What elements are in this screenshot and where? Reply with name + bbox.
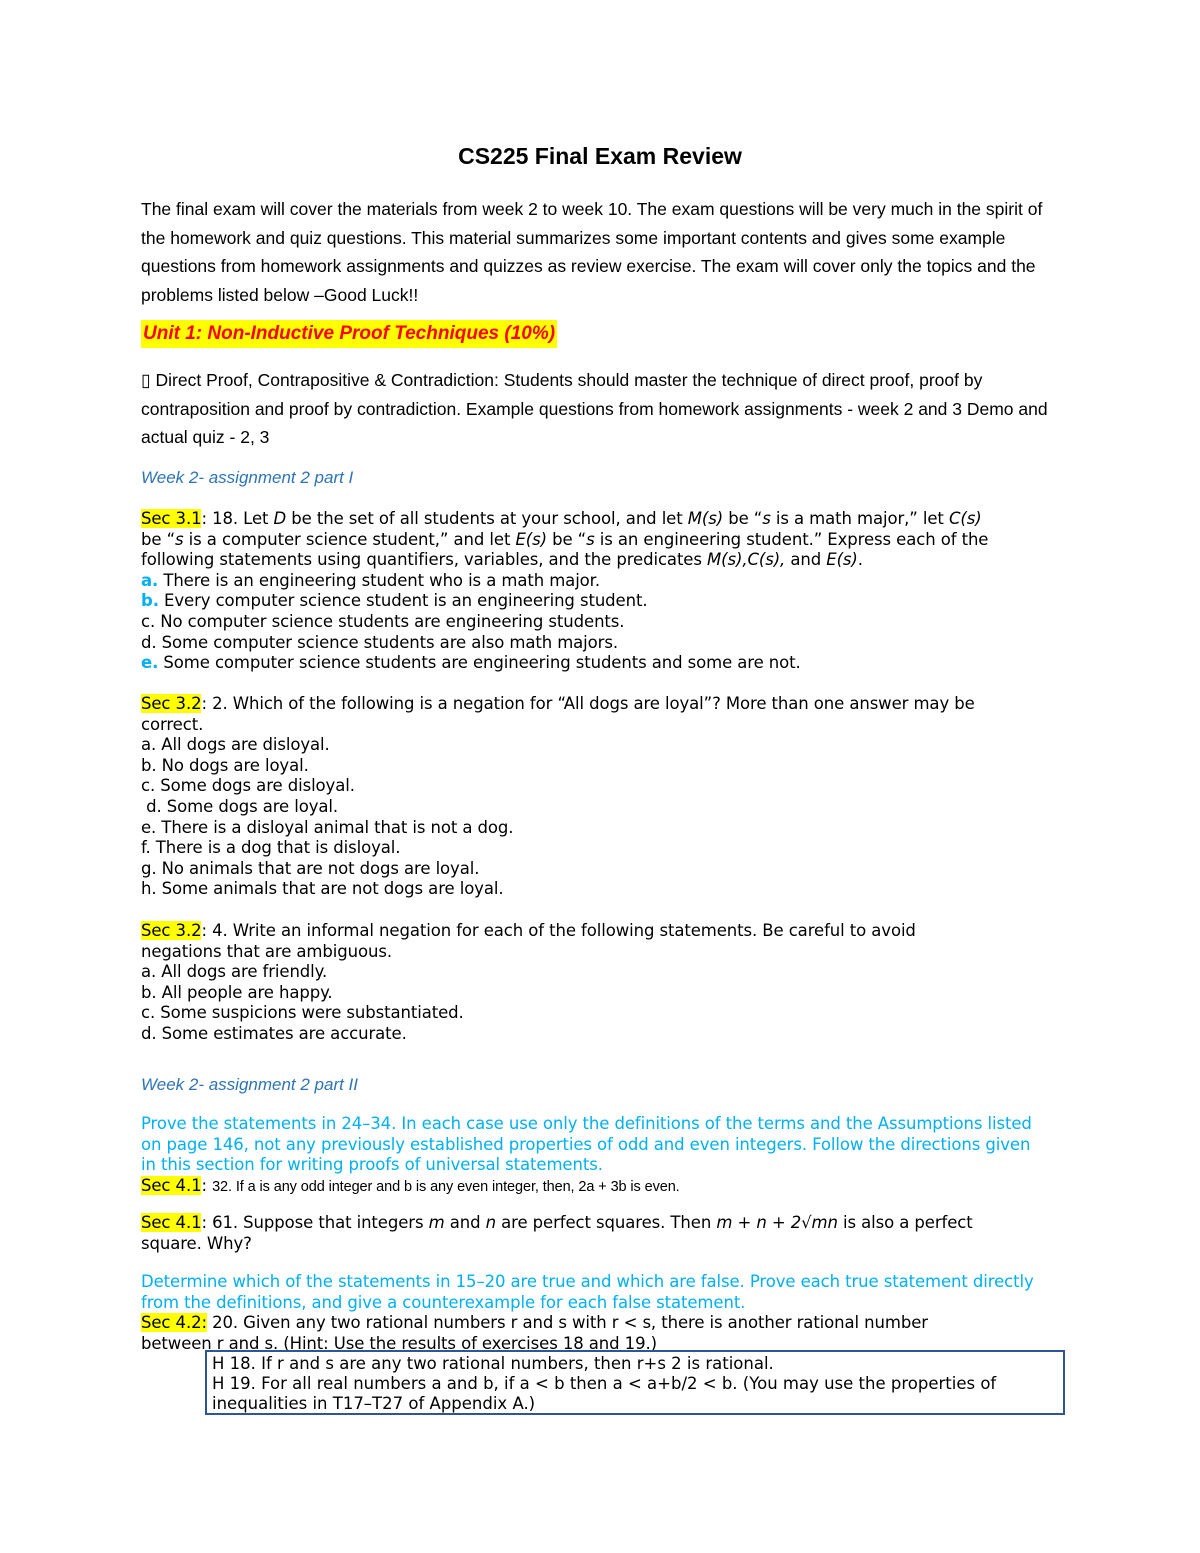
- list-item: b. Every computer science student is an engineering student.: [141, 591, 648, 611]
- sec31-line3: following statements using quantifiers, variables, and the predicates M(s),C(s), and E(s).: [141, 550, 863, 570]
- proof-techniques-paragraph: [141, 366, 1071, 452]
- hint-line: H 19. For all real numbers a and b, if a < b then a < a+b/2 < b. (You may use the properties of: [212, 1374, 997, 1393]
- sec41-tag: Sec 4.1: [141, 1175, 202, 1195]
- list-item: c. Some dogs are disloyal.: [141, 776, 355, 796]
- list-item: e. Some computer science students are engineering students and some are not.: [141, 653, 801, 673]
- list-item: b. All people are happy.: [141, 982, 333, 1002]
- page-title: CS225 Final Exam Review: [458, 143, 742, 169]
- sec31-tag: Sec 3.1: [141, 509, 202, 528]
- week2-part2-heading: Week 2- assignment 2 part II: [141, 1075, 359, 1094]
- math-expression: m + n + 2√mn: [716, 1213, 838, 1232]
- list-item: e. There is a disloyal animal that is not a dog.: [141, 817, 514, 837]
- list-item: a. There is an engineering student who is a math major.: [141, 570, 600, 590]
- sec32-tag: Sec 3.2: [141, 694, 202, 713]
- unit1-heading: Unit 1: Non-Inductive Proof Techniques (10%): [141, 320, 557, 348]
- bullet-icon: ▯: [141, 370, 151, 390]
- sec31-line2: be “s is a computer science student,” and let E(s) be “s is an engineering student.” Express each of the: [141, 529, 989, 549]
- list-item: c. No computer science students are engineering students.: [141, 611, 625, 631]
- list-item: c. Some suspicions were substantiated.: [141, 1003, 464, 1023]
- hint-line: H 18. If r and s are any two rational numbers, then r+s 2 is rational.: [212, 1354, 774, 1373]
- sec31-line1: Sec 3.1: 18. Let D be the set of all students at your school, and let M(s) be “s is a math major,” let C(s): [141, 509, 982, 528]
- list-item: a. All dogs are friendly.: [141, 962, 328, 982]
- sec41-question61-block: Sec 4.1: 61. Suppose that integers m and n are perfect squares. Then m + n + 2√mn is also a perfect square. Why?: [141, 1213, 973, 1253]
- list-item: g. No animals that are not dogs are loyal.: [141, 858, 480, 878]
- list-item: d. Some estimates are accurate.: [141, 1023, 407, 1043]
- list-item: d. Some dogs are loyal.: [141, 796, 339, 816]
- sec41-question32: Sec 4.1: 32. If a is any odd integer and b is any even integer, then, 2a + 3b is even.: [141, 1175, 680, 1195]
- sec32-question2-block: Sec 3.2: 2. Which of the following is a negation for “All dogs are loyal”? More than one answer may be correct. a. All dogs are disloyal. b. No dogs are loyal. c. Some dogs are disloyal. d. Some dogs are loyal. e. There is a disloyal animal that is not a dog. f. There is a dog that is disloyal. g. No animals that are not dogs are loyal. h. Some animals that are not dogs are loyal.: [141, 694, 1076, 900]
- sec41-tag: Sec 4.1: [141, 1213, 202, 1232]
- intro-paragraph: The final exam will cover the materials from week 2 to week 10. The exam questions will be very much in the spirit of the homework and quiz questions. This material summarizes some important contents and gives some example questions from homework assignments and quizzes as review exercise. The exam will cover only the topics and the problems listed below –Good Luck!!: [141, 199, 1043, 305]
- hint-line: inequalities in T17–T27 of Appendix A.): [212, 1394, 536, 1413]
- list-item: b. No dogs are loyal.: [141, 755, 309, 775]
- list-item: d. Some computer science students are also math majors.: [141, 632, 618, 652]
- sec42-tag: Sec 4.2:: [141, 1313, 207, 1333]
- proof-techniques-text: Direct Proof, Contrapositive & Contradiction: Students should master the technique of direct proof, proof by contraposition and proof by contradiction. Example questions from homework assignments - week 2 and 3 Demo and actual quiz - 2, 3: [141, 370, 1048, 447]
- sec32-tag: Sec 3.2: [141, 921, 202, 940]
- list-item: f. There is a dog that is disloyal.: [141, 838, 401, 858]
- list-item: h. Some animals that are not dogs are loyal.: [141, 879, 504, 899]
- hint-box: [205, 1350, 1065, 1415]
- list-item: a. All dogs are disloyal.: [141, 735, 330, 755]
- prove-statements-block: Prove the statements in 24–34. In each case use only the definitions of the terms and the Assumptions listed on page 146, not any previously established properties of odd and even integers. Follow the directions given in this section for writing proofs of universal statements. Sec 4.1: 32. If a is any odd integer and b is any even integer, then, 2a + 3b is even.: [141, 1114, 1076, 1197]
- determine-statements-block: Determine which of the statements in 15–20 are true and which are false. Prove each true statement directly from the definitions, and give a counterexample for each false statement. Sec 4.2: 20. Given any two rational numbers r and s with r < s, there is another rational number between r and s. (Hint: Use the results of exercises 18 and 19.): [141, 1272, 1034, 1353]
- week2-part1-heading: Week 2- assignment 2 part I: [141, 468, 354, 487]
- sec32-question4-block: Sec 3.2: 4. Write an informal negation for each of the following statements. Be careful to avoid negations that are ambiguous. a. All dogs are friendly. b. All people are happy. c. Some suspicions were substantiated. d. Some estimates are accurate.: [141, 921, 1076, 1045]
- sec31-block: [141, 509, 1076, 674]
